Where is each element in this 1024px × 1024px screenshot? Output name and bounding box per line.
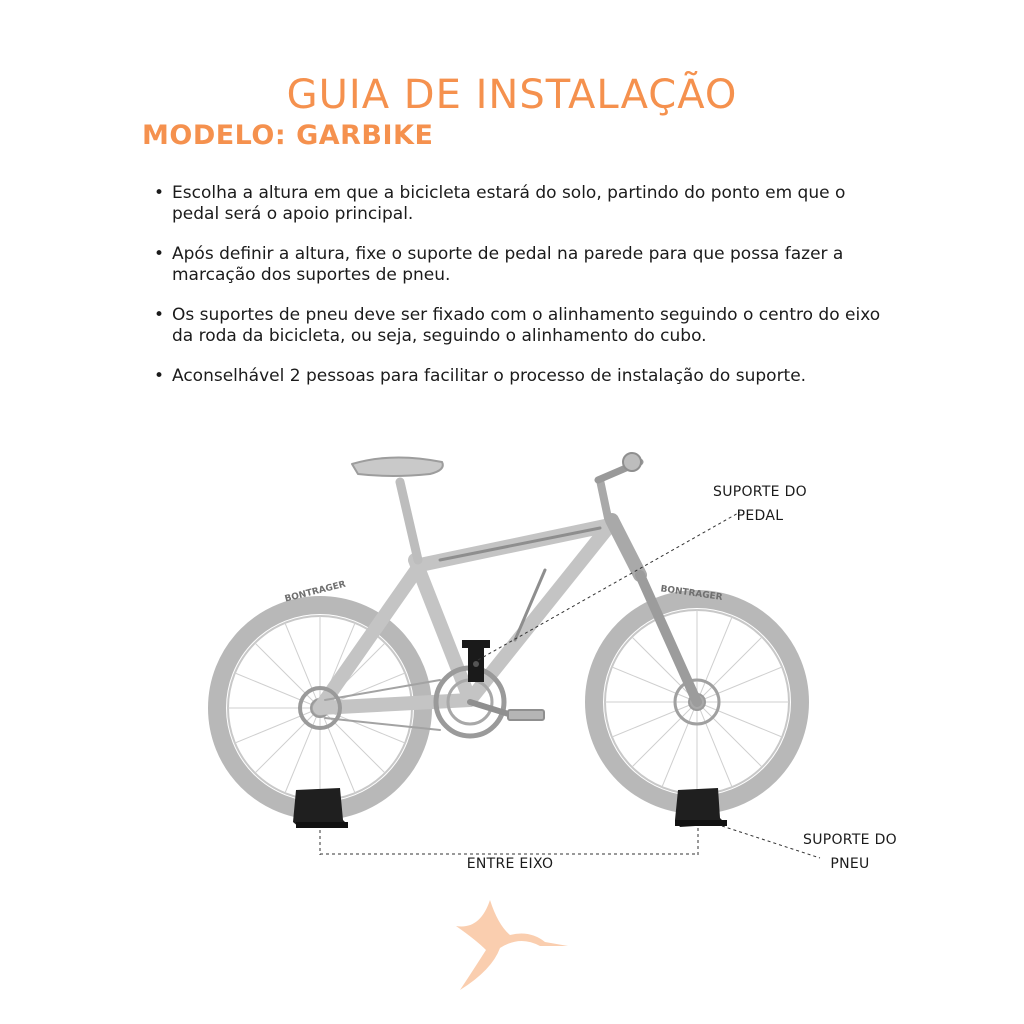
bike-handlebar — [598, 453, 641, 480]
instruction-item: • Após definir a altura, fixe o suporte de pedal na parede para que possa fazer a marcação dos suportes de pneu. — [152, 244, 892, 286]
tire-support-label: SUPORTE DO PNEU — [803, 832, 897, 872]
wheelbase-label: ENTRE EIXO — [466, 856, 554, 872]
instruction-item: • Aconselhável 2 pessoas para facilitar o processo de instalação do suporte. — [152, 366, 892, 387]
model-subtitle: MODELO: GARBIKE — [142, 120, 434, 151]
bike-saddle — [352, 457, 443, 560]
brand-logo — [456, 900, 568, 990]
instruction-item: • Escolha a altura em que a bicicleta estará do solo, partindo do ponto em que o pedal será o apoio principal. — [152, 183, 892, 225]
instruction-item: • Os suportes de pneu deve ser fixado com o alinhamento seguindo o centro do eixo da roda da bicicleta, ou seja, seguindo o alinhamento do cubo. — [152, 305, 892, 347]
tire-support-rear — [293, 788, 348, 828]
page-title: GUIA DE INSTALAÇÃO — [286, 72, 738, 118]
pedal-support-label: SUPORTE DO PEDAL — [713, 484, 807, 524]
rear-tire-brand: BONTRAGER — [283, 579, 347, 605]
front-tire-brand: BONTRAGER — [659, 584, 724, 603]
